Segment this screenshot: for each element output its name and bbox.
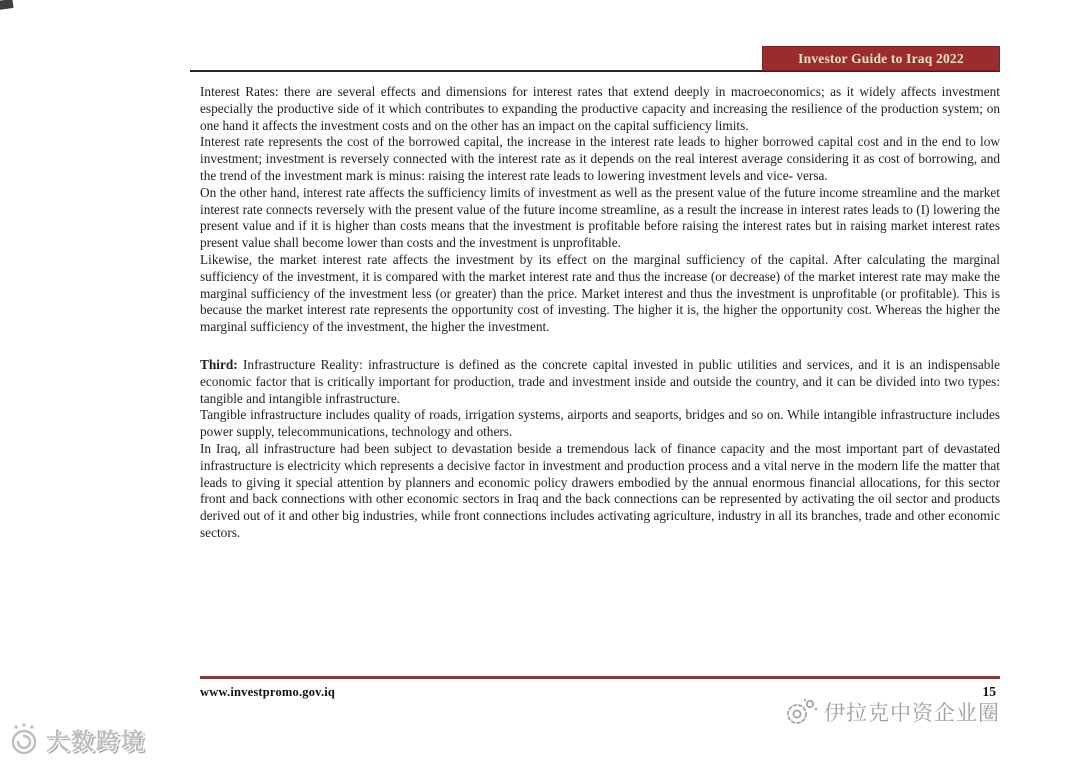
paragraph-marginal-sufficiency: Likewise, the market interest rate affects the investment by its effect on the marginal sufficiency of the capital. After calculating the marginal sufficiency of the investment, it is compared with the market interest rate and thus the increase (or decrease) of the market interest rate may make the marginal sufficiency of the investment less (or greater) than the price. Market interest and thus the investment is unprofitable (or profitable). This is because the market interest rate represents the opportunity cost of investing. The higher it is, the higher the opportunity cost. Whereas the higher the marginal sufficiency of the investment, the higher the investment.: [200, 251, 1000, 335]
footer-website-url: www.investpromo.gov.iq: [200, 685, 336, 699]
paragraph-interest-rates-intro: Interest Rates: there are several effects and dimensions for interest rates that extend deeply in macroeconomics; as it widely affects investment especially the productive side of it which contributes to expanding the productive capacity and increasing the resilience of the production system; on one hand it affects the investment costs and on the other has an impact on the capital sufficiency limits.: [200, 84, 1000, 133]
watermark-left: [6, 722, 146, 756]
third-label: Third:: [200, 356, 238, 372]
watermark-right-text: 伊拉克中资企业圈: [824, 701, 1000, 725]
watermark-left-logo-icon: [6, 722, 42, 756]
camera-doodle-icon: [784, 697, 818, 727]
footer-rule: [200, 676, 1000, 679]
scan-corner-artifact: [0, 0, 14, 10]
paragraph-borrowed-capital: Interest rate represents the cost of the borrowed capital, the increase in the interest rate leads to higher borrowed capital cost and in the end to low investment; investment is reversely connected with the interest rate as it depends on the real interest average considering it as cost of borrowing, and the trend of the investment mark is minus: raising the interest rate leads to lowering investment levels and vice- versa.: [200, 134, 1000, 183]
paragraph-infrastructure-reality: [200, 357, 1000, 407]
third-body-text: Infrastructure Reality: infrastructure is defined as the concrete capital invested in public utilities and services, and it is an indispensable economic factor that is critically important for production, trade and investment inside and outside the country, and it can be divided into two types: tangible and intangible infrastructure.: [200, 356, 1000, 406]
paragraph-iraq-infrastructure: In Iraq, all infrastructure had been subject to devastation beside a tremendous lack of finance capacity and the most important part of devastated infrastructure is electricity which represents a decisive factor in investment and production process and a vital nerve in the modern life the matter that leads to giving it special attention by planners and economic policy drawers embodied by the annual enormous financial allocations, for this sector front and back connections with other economic sectors in Iraq and the back connections can be represented by activating the oil sector and products derived out of it and other big industries, while front connections includes activating agriculture, industry in all its branches, trade and other economic sectors.: [200, 440, 1000, 540]
document-body: [200, 84, 1000, 542]
header-badge: Investor Guide to Iraq 2022: [762, 46, 1000, 71]
paragraph-tangible-infrastructure: Tangible infrastructure includes quality of roads, irrigation systems, airports and seaports, bridges and so on. While intangible infrastructure includes power supply, telecommunications, technology and others.: [200, 407, 1000, 440]
watermark-left-text: 大数跨境: [46, 728, 146, 755]
watermark-right: [784, 697, 1000, 727]
paragraph-gap: [200, 336, 1000, 357]
paragraph-sufficiency-limits: On the other hand, interest rate affects the sufficiency limits of investment as well as the present value of the future income streamline and the market interest rate connects reversely with the present value of the future income streamline, as a result the increase in interest rates leads to (I) lowering the present value and if it is higher than costs means that the investment is profitable before raising the interest rates but in raising market interest rates present value shall become lower than costs and the investment is unprofitable.: [200, 184, 1000, 251]
page-number: 15: [982, 684, 996, 699]
